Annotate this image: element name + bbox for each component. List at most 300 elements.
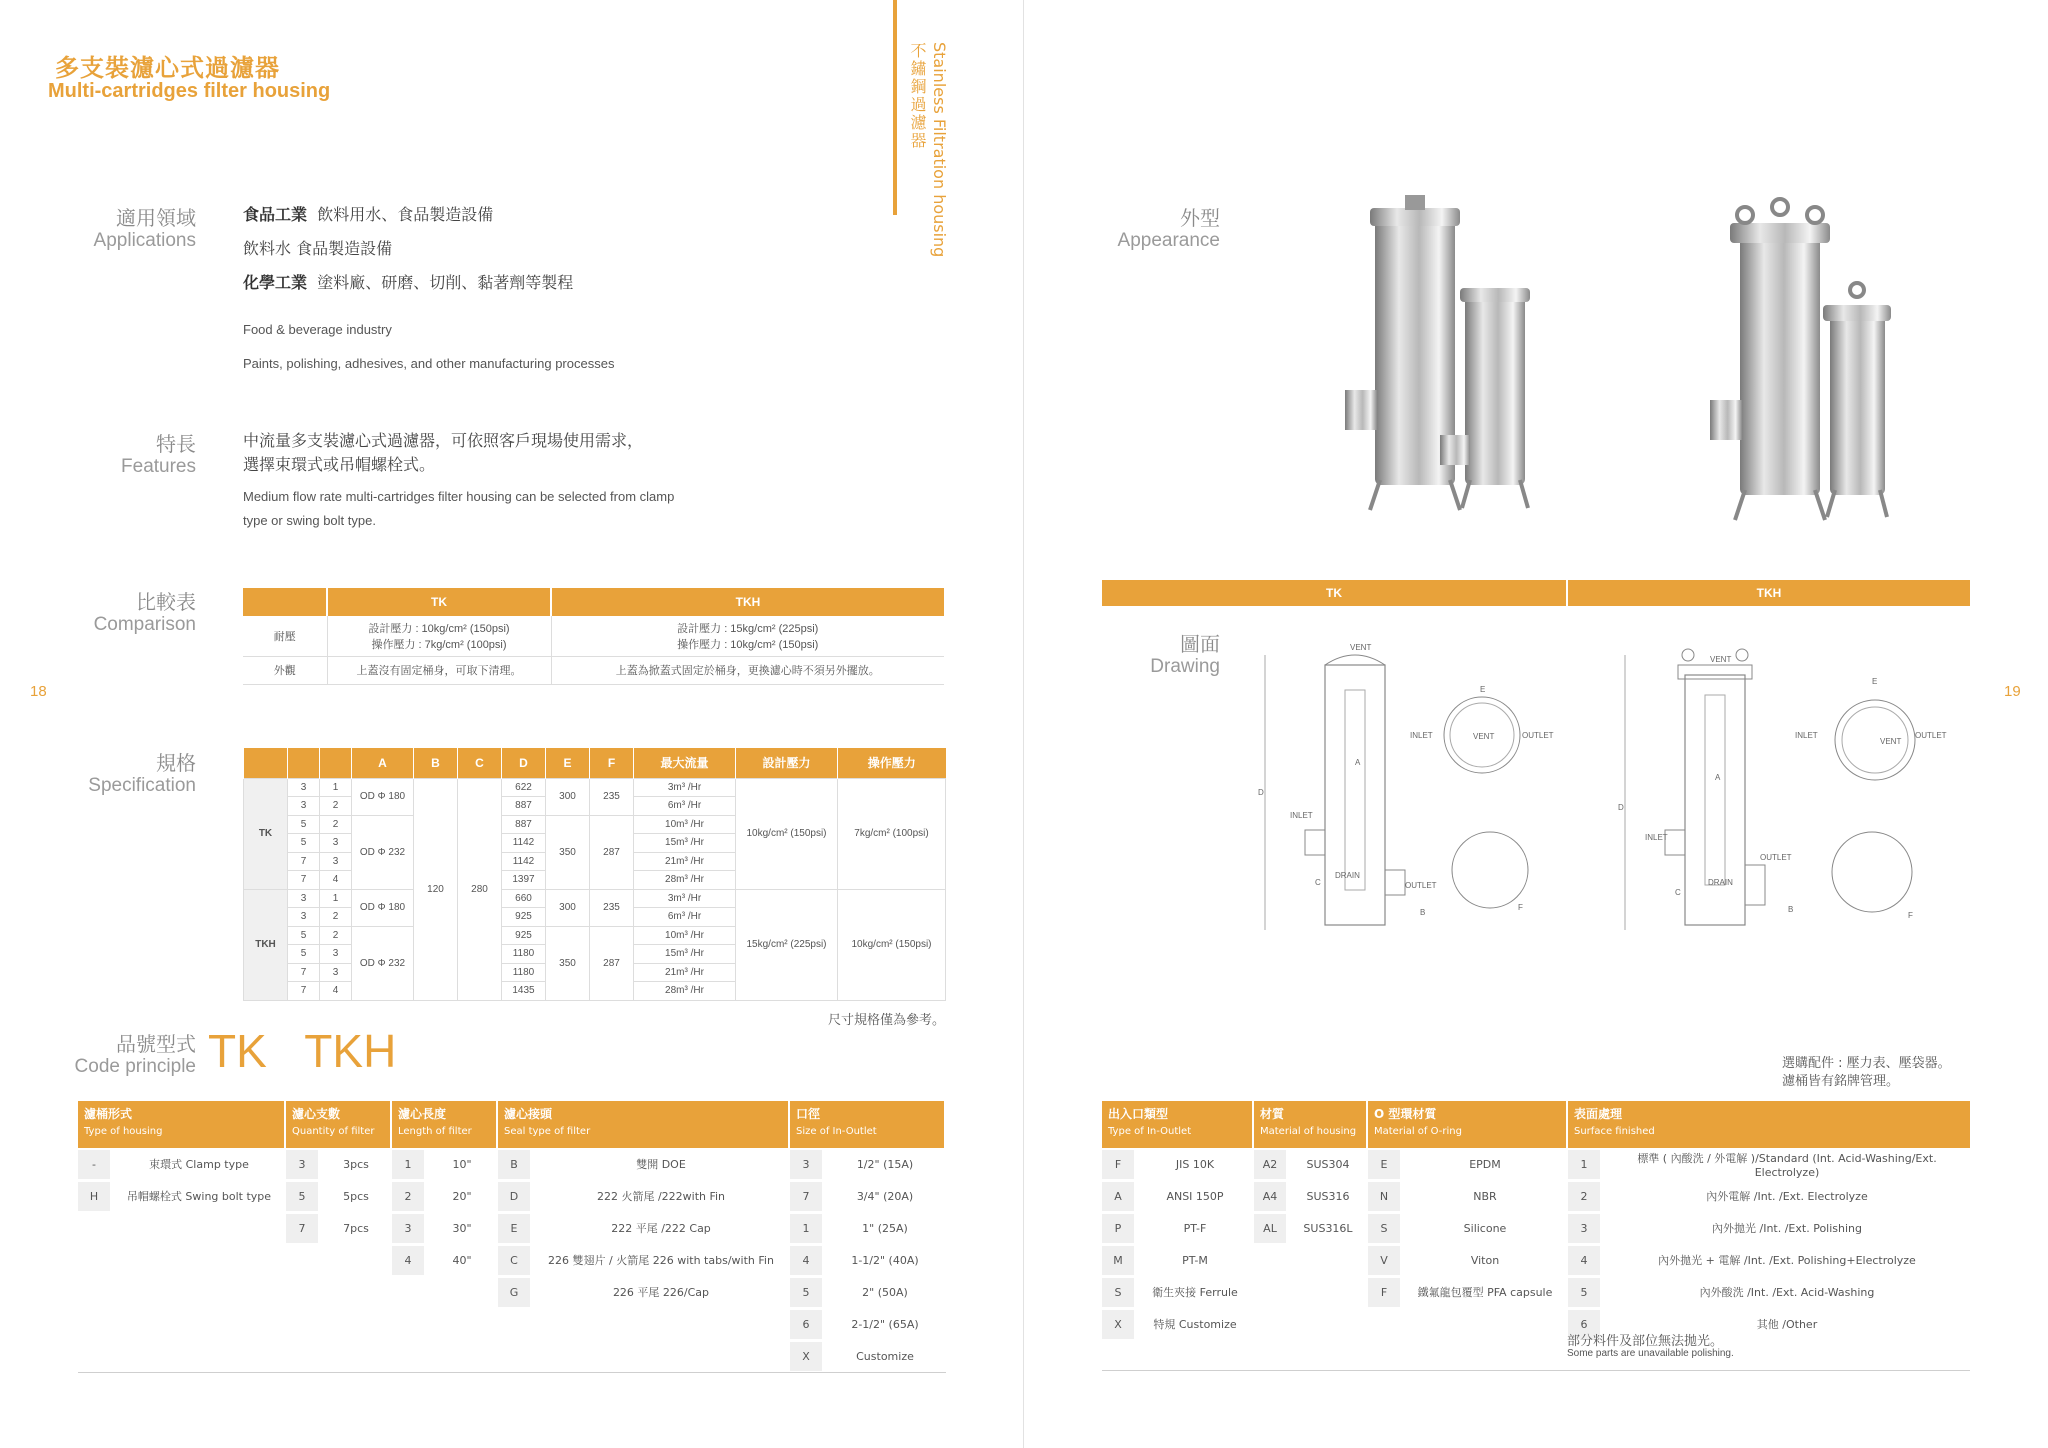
spec-len-cell: 3 xyxy=(320,945,352,964)
code-option-key: V xyxy=(1368,1246,1400,1275)
code-option-value: 5pcs xyxy=(343,1189,369,1203)
spec-f-cell: 235 xyxy=(590,889,634,926)
comparison-label-en: Comparison xyxy=(93,614,196,635)
code-option-value: 吊帽螺栓式 Swing bolt type xyxy=(126,1190,272,1203)
code-option-key: F xyxy=(1368,1278,1400,1307)
spec-len-cell: 1 xyxy=(320,778,352,797)
code-option-key: S xyxy=(1102,1278,1134,1307)
code-column-title-zh: 濾心接頭 xyxy=(504,1107,553,1121)
band-tkh: TKH xyxy=(1568,580,1970,606)
code-option-key: 2 xyxy=(1568,1182,1600,1211)
spec-d-cell: 925 xyxy=(502,926,546,945)
code-column-header xyxy=(790,1101,944,1148)
spec-d-cell: 1180 xyxy=(502,963,546,982)
code-column-title-en: Material of housing xyxy=(1260,1126,1357,1137)
spec-row xyxy=(244,778,946,797)
drawing-label-en: Drawing xyxy=(1150,656,1220,677)
tk-inlet-label: INLET xyxy=(1290,811,1313,820)
spec-table xyxy=(243,748,946,1001)
code-option-key: G xyxy=(498,1278,530,1307)
code-column xyxy=(392,1101,496,1276)
spec-c-cell: 280 xyxy=(458,778,502,1000)
code-option-value: 40" xyxy=(452,1253,472,1267)
code-column xyxy=(1254,1101,1366,1244)
spec-design-cell: 15kg/cm² (225psi) xyxy=(736,889,838,1000)
spec-head-qty xyxy=(288,748,320,778)
spec-qty-cell: 7 xyxy=(288,963,320,982)
code-column-title-zh: 濾心長度 xyxy=(398,1107,447,1121)
code-option xyxy=(78,1180,284,1212)
tk-vent-label: VENT xyxy=(1350,643,1372,652)
code-option-key: X xyxy=(1102,1310,1134,1339)
code-column xyxy=(78,1101,284,1212)
code-option xyxy=(1102,1212,1252,1244)
tk-outlet-label: OUTLET xyxy=(1405,881,1437,890)
code-option-key: 4 xyxy=(392,1246,424,1275)
code-option-key: 3 xyxy=(790,1150,822,1179)
code-option xyxy=(1254,1212,1366,1244)
spec-head-design: 設計壓力 xyxy=(736,748,838,778)
code-option-key: S xyxy=(1368,1214,1400,1243)
code-option-value: PT-M xyxy=(1182,1253,1208,1267)
spec-d-cell: 660 xyxy=(502,889,546,908)
spec-d-cell: 887 xyxy=(502,815,546,834)
tkh-top-vent-label: VENT xyxy=(1880,737,1902,746)
code-option-key: P xyxy=(1102,1214,1134,1243)
spec-label-zh: 規格 xyxy=(156,751,196,775)
code-option-key: 6 xyxy=(1568,1310,1600,1339)
applications-line-1-rest: 飲料用水、食品製造設備 xyxy=(317,205,494,224)
spec-qty-cell: 5 xyxy=(288,834,320,853)
code-option-value: 226 平尾 226/Cap xyxy=(612,1286,710,1299)
code-column-title-en: Size of In-Outlet xyxy=(796,1126,877,1137)
code-option-value: 雙開 DOE xyxy=(636,1158,686,1171)
spec-flow-cell: 21m³ /Hr xyxy=(634,963,736,982)
code-option-value: 1-1/2" (40A) xyxy=(851,1253,919,1267)
code-option xyxy=(790,1244,944,1276)
spec-b-cell: 120 xyxy=(414,778,458,1000)
spec-flow-cell: 3m³ /Hr xyxy=(634,778,736,797)
spec-qty-cell: 7 xyxy=(288,871,320,890)
code-option-key: 2 xyxy=(392,1182,424,1211)
code-column xyxy=(1368,1101,1566,1308)
applications-line-3-rest: 塗料廠、研磨、切削、黏著劑等製程 xyxy=(317,273,574,292)
tk-f-label: F xyxy=(1518,903,1523,912)
code-option-value: 30" xyxy=(452,1221,472,1235)
applications-en-2: Paints, polishing, adhesives, and other manufacturing processes xyxy=(243,356,615,371)
features-label-en: Features xyxy=(121,456,196,477)
code-option-key: N xyxy=(1368,1182,1400,1211)
applications-label-zh: 適用領域 xyxy=(116,206,196,230)
code-option-value: 1" (25A) xyxy=(862,1221,908,1235)
comparison-tkh-design: 設計壓力 : 15kg/cm² (225psi) xyxy=(677,622,819,635)
code-option-key: 3 xyxy=(286,1150,318,1179)
code-option-key: 7 xyxy=(790,1182,822,1211)
spec-head-b: B xyxy=(414,748,458,778)
code-column-title-en: Seal type of filter xyxy=(504,1126,591,1137)
spec-head-flow: 最大流量 xyxy=(634,748,736,778)
spec-d-cell: 887 xyxy=(502,797,546,816)
spec-len-cell: 3 xyxy=(320,963,352,982)
code-column-title-zh: 材質 xyxy=(1260,1107,1285,1121)
code-label-en: Code principle xyxy=(74,1056,196,1077)
spec-flow-cell: 15m³ /Hr xyxy=(634,834,736,853)
code-option xyxy=(1368,1244,1566,1276)
spec-flow-cell: 6m³ /Hr xyxy=(634,797,736,816)
spec-a-cell: OD Φ 180 xyxy=(352,778,414,815)
code-option-value: 束環式 Clamp type xyxy=(149,1158,249,1171)
code-option-value: ANSI 150P xyxy=(1166,1189,1224,1203)
spec-d-cell: 1142 xyxy=(502,852,546,871)
tkh-drawing xyxy=(1610,640,1947,940)
tk-d-label: D xyxy=(1258,788,1264,797)
spec-e-cell: 300 xyxy=(546,778,590,815)
comparison-tkh-operate: 操作壓力 : 10kg/cm² (150psi) xyxy=(677,638,819,651)
appearance-label-en: Appearance xyxy=(1117,230,1220,251)
code-option-key: A4 xyxy=(1254,1182,1286,1211)
code-column-title-en: Quantity of filter xyxy=(292,1126,375,1137)
left-bottom-rule xyxy=(78,1372,946,1373)
code-option xyxy=(1568,1212,1970,1244)
code-option xyxy=(1102,1276,1252,1308)
tk-a-label: A xyxy=(1355,758,1361,767)
code-column-header xyxy=(78,1101,284,1148)
spec-operate-cell: 7kg/cm² (100psi) xyxy=(838,778,946,889)
spec-qty-cell: 5 xyxy=(288,926,320,945)
tkh-inlet-label: INLET xyxy=(1645,833,1668,842)
spec-flow-cell: 10m³ /Hr xyxy=(634,815,736,834)
code-option-value: 內外拋光 /Int. /Ext. Polishing xyxy=(1712,1222,1862,1235)
code-option-key: 3 xyxy=(392,1214,424,1243)
spec-label-en: Specification xyxy=(88,775,196,796)
code-column-header xyxy=(1102,1101,1252,1148)
code-option xyxy=(1568,1180,1970,1212)
code-option xyxy=(1368,1148,1566,1180)
tkh-e-label: E xyxy=(1872,677,1878,686)
code-column-title-zh: 口徑 xyxy=(796,1107,821,1121)
code-option xyxy=(790,1340,944,1372)
code-option xyxy=(498,1212,788,1244)
spec-flow-cell: 28m³ /Hr xyxy=(634,982,736,1001)
spec-operate-cell: 10kg/cm² (150psi) xyxy=(838,889,946,1000)
code-option xyxy=(790,1212,944,1244)
right-bottom-rule xyxy=(1102,1370,1970,1371)
code-option-value: 10" xyxy=(452,1157,472,1171)
page-spine xyxy=(1023,0,1024,1448)
comparison-tk-pressure xyxy=(327,616,551,656)
tk-drain-label: DRAIN xyxy=(1335,871,1360,880)
accessory-note-2: 濾桶皆有銘牌管理。 xyxy=(1782,1074,1900,1089)
code-option xyxy=(1254,1180,1366,1212)
code-option-key: A xyxy=(1102,1182,1134,1211)
code-option-value: Viton xyxy=(1470,1253,1500,1267)
code-option-value: PT-F xyxy=(1183,1221,1207,1235)
code-column-title-en: Type of housing xyxy=(84,1126,163,1137)
tk-c-label: C xyxy=(1315,878,1321,887)
code-option xyxy=(1102,1180,1252,1212)
spec-d-cell: 622 xyxy=(502,778,546,797)
applications-line-1-bold: 食品工業 xyxy=(243,205,308,224)
spec-qty-cell: 3 xyxy=(288,778,320,797)
code-option-key: X xyxy=(790,1342,822,1371)
side-accent-bar xyxy=(893,0,897,215)
code-label-zh: 品號型式 xyxy=(116,1032,196,1056)
code-column-title-zh: 表面處理 xyxy=(1574,1107,1623,1121)
spec-f-cell: 235 xyxy=(590,778,634,815)
code-column-header xyxy=(1368,1101,1566,1148)
spec-design-cell: 10kg/cm² (150psi) xyxy=(736,778,838,889)
code-option-key: 5 xyxy=(1568,1278,1600,1307)
spec-len-cell: 3 xyxy=(320,852,352,871)
spec-qty-cell: 3 xyxy=(288,889,320,908)
code-column-header xyxy=(286,1101,390,1148)
tk-product-photo xyxy=(1300,190,1560,520)
applications-line-3-bold: 化學工業 xyxy=(243,273,308,292)
comparison-tkh-pressure xyxy=(551,616,944,656)
tkh-outlet-label: OUTLET xyxy=(1760,853,1792,862)
features-en-2: type or swing bolt type. xyxy=(243,513,376,528)
code-option-value: NBR xyxy=(1473,1189,1497,1203)
code-option xyxy=(498,1180,788,1212)
code-option-value: 222 平尾 /222 Cap xyxy=(611,1222,711,1235)
code-option xyxy=(790,1308,944,1340)
code-option-value: 特規 Customize xyxy=(1153,1318,1237,1331)
tk-top-vent-label: VENT xyxy=(1473,732,1495,741)
spec-d-cell: 1435 xyxy=(502,982,546,1001)
code-option-value: SUS316L xyxy=(1303,1221,1353,1235)
spec-f-cell: 287 xyxy=(590,815,634,889)
comparison-corner xyxy=(243,588,327,616)
code-option-value: Customize xyxy=(856,1349,914,1363)
code-option xyxy=(498,1244,788,1276)
spec-flow-cell: 3m³ /Hr xyxy=(634,889,736,908)
code-column-title-en: Surface finished xyxy=(1574,1126,1655,1137)
spec-a-cell: OD Φ 232 xyxy=(352,926,414,1000)
code-option-value: 內外電解 /Int. /Ext. Electrolyze xyxy=(1706,1190,1868,1203)
tkh-f-label: F xyxy=(1908,911,1913,920)
code-column-title-zh: O 型環材質 xyxy=(1374,1107,1437,1121)
tkh-c-label: C xyxy=(1675,888,1681,897)
spec-head-operate: 操作壓力 xyxy=(838,748,946,778)
spec-head-a: A xyxy=(352,748,414,778)
code-option-key: E xyxy=(1368,1150,1400,1179)
code-option-key: AL xyxy=(1254,1214,1286,1243)
code-option-value: 標準 ( 內酸洗 / 外電解 )/Standard (Int. Acid-Washing/Ext. Electrolyze) xyxy=(1637,1151,1937,1179)
code-option-key: 4 xyxy=(1568,1246,1600,1275)
applications-line-1 xyxy=(243,202,493,225)
code-option-value: 3pcs xyxy=(343,1157,369,1171)
code-option-value: 其他 /Other xyxy=(1756,1318,1818,1331)
code-models: TK TKH xyxy=(208,1025,397,1077)
features-zh-1: 中流量多支裝濾心式過濾器，可依照客戶現場使用需求， xyxy=(243,431,644,450)
tk-drawing xyxy=(1250,640,1554,940)
code-option xyxy=(1254,1148,1366,1180)
code-option xyxy=(1568,1244,1970,1276)
code-option xyxy=(392,1212,496,1244)
code-option-value: 7pcs xyxy=(343,1221,369,1235)
spec-model-cell: TK xyxy=(244,778,288,889)
spec-len-cell: 4 xyxy=(320,982,352,1001)
code-column-title-zh: 濾桶形式 xyxy=(84,1107,133,1121)
code-column-title-zh: 出入口類型 xyxy=(1108,1107,1169,1121)
comparison-tk-operate: 操作壓力 : 7kg/cm² (100psi) xyxy=(371,638,507,651)
code-option-value: 226 雙翅片 / 火箭尾 226 with tabs/with Fin xyxy=(548,1254,774,1267)
code-column xyxy=(286,1101,390,1244)
spec-qty-cell: 5 xyxy=(288,815,320,834)
code-option-value: 222 火箭尾 /222with Fin xyxy=(596,1190,726,1203)
comparison-label-zh: 比較表 xyxy=(136,590,196,614)
code-option-key: 5 xyxy=(790,1278,822,1307)
code-column-title-en: Material of O-ring xyxy=(1374,1126,1462,1137)
code-option xyxy=(392,1244,496,1276)
code-option-key: H xyxy=(78,1182,110,1211)
code-option-key: 5 xyxy=(286,1182,318,1211)
code-option xyxy=(392,1180,496,1212)
applications-label-en: Applications xyxy=(93,230,196,251)
comparison-tk-look: 上蓋沒有固定桶身，可取下清理。 xyxy=(327,656,551,684)
spec-head-f: F xyxy=(590,748,634,778)
code-option-key: A2 xyxy=(1254,1150,1286,1179)
spec-qty-cell: 3 xyxy=(288,908,320,927)
comparison-row-look-label: 外觀 xyxy=(243,656,327,684)
code-option-value: EPDM xyxy=(1469,1157,1501,1171)
code-option xyxy=(286,1212,390,1244)
spec-a-cell: OD Φ 180 xyxy=(352,889,414,926)
code-option-key: 4 xyxy=(790,1246,822,1275)
spec-e-cell: 350 xyxy=(546,815,590,889)
spec-qty-cell: 3 xyxy=(288,797,320,816)
tkh-d-label: D xyxy=(1618,803,1624,812)
code-option xyxy=(1368,1180,1566,1212)
code-option-key: B xyxy=(498,1150,530,1179)
page-number-right: 19 xyxy=(2004,683,2021,700)
code-option-key: 1 xyxy=(790,1214,822,1243)
comparison-col-tkh: TKH xyxy=(551,588,944,616)
code-column-header xyxy=(1568,1101,1970,1148)
title-zh: 多支裝濾心式過濾器 xyxy=(55,54,280,82)
code-option-value: SUS304 xyxy=(1306,1157,1350,1171)
spec-qty-cell: 5 xyxy=(288,945,320,964)
code-option-value: 內外酸洗 /Int. /Ext. Acid-Washing xyxy=(1699,1286,1875,1299)
spec-model-cell: TKH xyxy=(244,889,288,1000)
spec-head-len xyxy=(320,748,352,778)
code-option xyxy=(498,1148,788,1180)
polish-note-en: Some parts are unavailable polishing. xyxy=(1567,1348,1734,1359)
features-zh-2: 選擇束環式或吊帽螺栓式。 xyxy=(243,455,436,474)
applications-en-1: Food & beverage industry xyxy=(243,322,392,337)
spec-note: 尺寸規格僅為參考。 xyxy=(828,1013,946,1028)
polish-note-zh: 部分料件及部位無法拋光。 xyxy=(1567,1334,1724,1349)
code-option xyxy=(1102,1148,1252,1180)
spec-d-cell: 925 xyxy=(502,908,546,927)
spec-head-d: D xyxy=(502,748,546,778)
code-column-title-en: Type of In-Outlet xyxy=(1108,1126,1192,1137)
spec-flow-cell: 28m³ /Hr xyxy=(634,871,736,890)
side-title-zh: 不鏽鋼過濾器 xyxy=(908,42,927,150)
spec-len-cell: 2 xyxy=(320,926,352,945)
code-option xyxy=(1568,1276,1970,1308)
code-option-key: - xyxy=(78,1150,110,1179)
code-option-value: 3/4" (20A) xyxy=(856,1189,914,1203)
code-option-key: D xyxy=(498,1182,530,1211)
code-option xyxy=(790,1276,944,1308)
comparison-tkh-look: 上蓋為掀蓋式固定於桶身，更換濾心時不須另外擺放。 xyxy=(551,656,944,684)
code-option-value: SUS316 xyxy=(1306,1189,1350,1203)
code-option-value: 20" xyxy=(452,1189,472,1203)
code-column-title-en: Length of filter xyxy=(398,1126,472,1137)
accessory-note-1: 選購配件 : 壓力表、壓袋器。 xyxy=(1782,1056,1951,1071)
tkh-product-photo xyxy=(1665,195,1925,525)
spec-len-cell: 2 xyxy=(320,908,352,927)
tk-e-label: E xyxy=(1480,685,1486,694)
code-option-key: 1 xyxy=(1568,1150,1600,1179)
spec-e-cell: 300 xyxy=(546,889,590,926)
comparison-col-tk: TK xyxy=(327,588,551,616)
code-option xyxy=(286,1180,390,1212)
spec-head-c: C xyxy=(458,748,502,778)
comparison-row-pressure-label: 耐壓 xyxy=(243,616,327,656)
applications-line-3 xyxy=(243,270,573,293)
appearance-label-zh: 外型 xyxy=(1180,206,1220,230)
tkh-top-inlet-label: INLET xyxy=(1795,731,1818,740)
code-option-key: C xyxy=(498,1246,530,1275)
spec-row xyxy=(244,889,946,908)
code-option-value: 鐵氟龍包覆型 PFA capsule xyxy=(1417,1286,1553,1299)
code-option-value: 衛生夾接 Ferrule xyxy=(1152,1286,1238,1299)
spec-qty-cell: 7 xyxy=(288,982,320,1001)
code-option xyxy=(1102,1308,1252,1340)
tkh-vent-label: VENT xyxy=(1710,655,1732,664)
code-option-key: 1 xyxy=(392,1150,424,1179)
comparison-tk-design: 設計壓力 : 10kg/cm² (150psi) xyxy=(368,622,510,635)
code-column xyxy=(790,1101,944,1372)
spec-len-cell: 1 xyxy=(320,889,352,908)
spec-f-cell: 287 xyxy=(590,926,634,1000)
spec-len-cell: 4 xyxy=(320,871,352,890)
code-column xyxy=(1102,1101,1252,1340)
band-tk: TK xyxy=(1102,580,1566,606)
spec-a-cell: OD Φ 232 xyxy=(352,815,414,889)
code-option xyxy=(1368,1212,1566,1244)
code-option xyxy=(1568,1148,1970,1180)
code-option-key: 7 xyxy=(286,1214,318,1243)
code-option xyxy=(1102,1244,1252,1276)
spec-d-cell: 1142 xyxy=(502,834,546,853)
code-option xyxy=(790,1180,944,1212)
code-column-header xyxy=(392,1101,496,1148)
page-number-left: 18 xyxy=(30,683,47,700)
title-en: Multi-cartridges filter housing xyxy=(48,80,331,102)
tk-top-outlet-label: OUTLET xyxy=(1522,731,1554,740)
code-option xyxy=(286,1148,390,1180)
code-column-title-zh: 濾心支數 xyxy=(292,1107,341,1121)
code-option-key: 3 xyxy=(1568,1214,1600,1243)
spec-head-e: E xyxy=(546,748,590,778)
code-option-value: 1/2" (15A) xyxy=(856,1157,914,1171)
code-option-value: 2-1/2" (65A) xyxy=(851,1317,919,1331)
code-column xyxy=(498,1101,788,1308)
tk-top-inlet-label: INLET xyxy=(1410,731,1433,740)
features-label-zh: 特長 xyxy=(156,432,196,456)
code-option xyxy=(392,1148,496,1180)
code-column-header xyxy=(498,1101,788,1148)
code-option-value: 內外拋光 + 電解 /Int. /Ext. Polishing+Electrolyze xyxy=(1658,1254,1916,1267)
tkh-drain-label: DRAIN xyxy=(1708,878,1733,887)
tkh-b-label: B xyxy=(1788,905,1794,914)
spec-len-cell: 2 xyxy=(320,797,352,816)
spec-qty-cell: 7 xyxy=(288,852,320,871)
code-option-value: JIS 10K xyxy=(1175,1157,1215,1171)
